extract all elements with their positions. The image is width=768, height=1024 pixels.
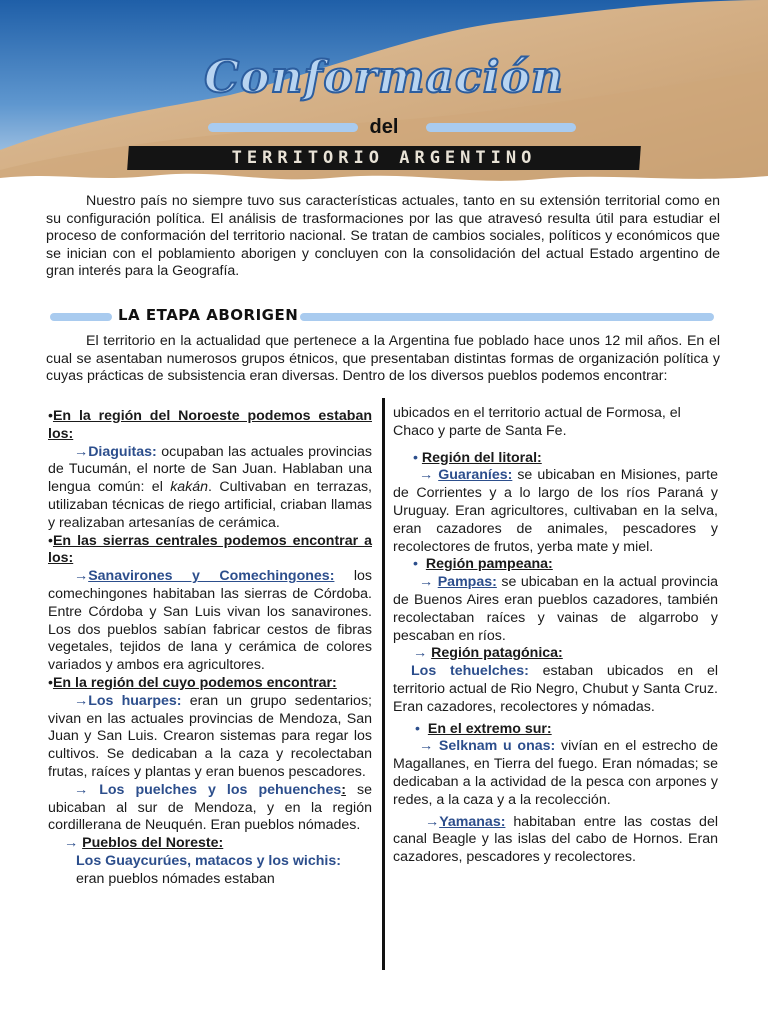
guaranies-text: se ubicaban en Misiones, parte de Corrientes y a lo largo de los ríos Paraná y Uruguay. Eran agricultores, cultivaban en la selva, eran cazadores de animales, pescadores y recolectores de frutos, yerba mate y miel. bbox=[393, 467, 718, 555]
litoral-block bbox=[393, 450, 718, 468]
huarpes-name: Los huarpes: bbox=[88, 692, 182, 709]
sanavirones-name: Sanavirones y Comechingones: bbox=[88, 568, 335, 585]
arrow-icon: → bbox=[74, 692, 89, 709]
diaguitas-text-b: . Cultivaban en terrazas, utilizaban técnicas de riego artificial, criaban llamas y realizaban artesanías de cerámica. bbox=[48, 479, 373, 531]
section-title: LA ETAPA ABORIGEN bbox=[118, 306, 299, 324]
sanavirones-paragraph bbox=[48, 568, 372, 675]
noroeste-block bbox=[48, 408, 372, 444]
guaycurues-paragraph bbox=[48, 853, 372, 889]
sierras-block bbox=[48, 533, 372, 569]
selknam-name: Selknam u onas: bbox=[438, 738, 556, 755]
arrow-icon: → bbox=[64, 835, 83, 852]
arrow-icon: → bbox=[425, 813, 440, 830]
huarpes-text: eran un grupo sedentarios; vivan en las actuales provincias de Mendoza, San Juan y San Luis. Crearon sistemas para regar los cultivos. Se dedicaban a la caza y recolectaban frutas, raíces y plantas y eran buenos pescadores. bbox=[48, 692, 372, 780]
arrow-icon: → bbox=[413, 645, 432, 662]
title-del: del bbox=[369, 116, 399, 138]
selknam-paragraph bbox=[393, 738, 718, 809]
pampas-text: se ubicaban en la actual provincia de Buenos Aires eran pueblos cazadores, también recolectaban raíces y vainas de algarrobo y pescaban en ríos. bbox=[393, 574, 718, 644]
section-bar-right bbox=[300, 313, 714, 321]
arrow-icon: → bbox=[74, 443, 89, 460]
section-lead-paragraph: El territorio en la actualidad que pertenece a la Argentina fue poblado hace unos 12 mil años. En el cual se asentaban numerosos grupos étnicos, que presentaban distintas formas de organización política y cuyas prácticas de subsistencia eran diversas. Dentro de los diversos pueblos podemos encontrar: bbox=[46, 333, 720, 384]
intro-paragraph: Nuestro país no siempre tuvo sus características actuales, tanto en su extensión territorial como en su configuración política. El análisis de trasformaciones por las que atravesó resulta útil para estudiar el proceso de conformación del territorio nacional. Se tratan de cambios sociales, políticos y económicos que se inician con el poblamiento aborigen y concluyen con la consolidación del actual Estado argentino de gran interés para la Geografía. bbox=[46, 193, 720, 279]
puelches-name: Los puelches y los pehuenches bbox=[99, 781, 342, 798]
noroeste-heading: En la región del Noroeste podemos estaban los: bbox=[48, 408, 372, 442]
tehuelches-name: Los tehuelches: bbox=[411, 663, 529, 680]
pampeana-block bbox=[393, 556, 718, 574]
right-column bbox=[393, 405, 718, 867]
pampeana-heading: Región pampeana: bbox=[425, 556, 553, 573]
yamanas-paragraph bbox=[393, 814, 718, 867]
patagonica-heading: Región patagónica: bbox=[431, 645, 563, 662]
header-banner bbox=[0, 0, 768, 190]
bullet-icon: • bbox=[48, 674, 53, 691]
noreste-heading: Pueblos del Noreste: bbox=[82, 835, 224, 852]
tehuelches-paragraph bbox=[393, 663, 718, 716]
section-bar-left bbox=[50, 313, 112, 321]
title-conformacion: Conformación bbox=[204, 52, 564, 103]
puelches-paragraph bbox=[48, 782, 372, 835]
left-column bbox=[48, 408, 372, 889]
guaycurues-text: eran pueblos nómades estaban bbox=[76, 870, 275, 887]
arrow-icon: → bbox=[74, 781, 100, 798]
patagonica-block bbox=[393, 645, 718, 663]
pampas-paragraph bbox=[393, 574, 718, 645]
arrow-icon: → bbox=[419, 467, 439, 484]
sur-block bbox=[393, 721, 718, 739]
bullet-icon: • bbox=[48, 532, 53, 549]
noreste-continuation: ubicados en el territorio actual de Formosa, el Chaco y parte de Santa Fe. bbox=[393, 405, 681, 439]
guaranies-paragraph bbox=[393, 467, 718, 556]
diaguitas-paragraph bbox=[48, 444, 372, 533]
noreste-block bbox=[48, 835, 372, 853]
guaycurues-name: Los Guaycurúes, matacos y los wichis: bbox=[76, 852, 341, 869]
pampas-name: Pampas: bbox=[437, 574, 497, 591]
arrow-icon: → bbox=[419, 738, 439, 755]
diaguitas-name: Diaguitas: bbox=[88, 443, 157, 460]
diaguitas-text: ocupaban las actuales provincias de Tucumán, el norte de San Juan. Hablaban una lengua común: el bbox=[48, 443, 372, 496]
puelches-text: se ubicaban al sur de Mendoza, y en la región cordillerana de Neuquén. Eran pueblos nómades. bbox=[48, 781, 372, 834]
arrow-icon: → bbox=[419, 574, 438, 591]
bullet-icon: • bbox=[413, 556, 426, 573]
puelches-colon: : bbox=[341, 781, 346, 798]
cuyo-block bbox=[48, 675, 372, 693]
sanavirones-text: los comechingones habitaban las sierras de Córdoba. Entre Córdoba y San Luis vivan los sanavirones. Los dos pueblos sabían fabricar cestos de fibras vegetales, tejidos de lana y cerámica de colores variados y ambos era agricultores. bbox=[48, 568, 372, 674]
column-divider bbox=[382, 398, 385, 970]
guaranies-name: Guaraníes: bbox=[438, 467, 513, 484]
yamanas-name: Yamanas: bbox=[439, 813, 506, 830]
sur-heading: En el extremo sur: bbox=[427, 720, 552, 737]
litoral-heading: Región del litoral: bbox=[421, 449, 542, 466]
bullet-icon: • bbox=[413, 449, 422, 466]
tehuelches-text: estaban ubicados en el territorio actual de Rio Negro, Chubut y Santa Cruz. Eran cazadores, recolectores y nómadas. bbox=[393, 663, 719, 715]
huarpes-paragraph bbox=[48, 693, 372, 782]
selknam-text: vivían en el estrecho de Magallanes, en Tierra del fuego. Eran nómadas; se dedicaban a la actividad de la pesca con arpones y redes, a la caza y a la recolección. bbox=[393, 738, 718, 808]
title-del-row bbox=[0, 116, 768, 138]
cuyo-heading: En la región del cuyo podemos encontrar: bbox=[52, 674, 337, 691]
bullet-icon: • bbox=[415, 720, 428, 737]
bullet-icon: • bbox=[48, 408, 53, 424]
diaguitas-kakan: kakán bbox=[170, 479, 209, 496]
yamanas-text: habitaban entre las costas del canal Beagle y las islas del cabo de Hornos. Eran cazadores, pescadores y recolectores. bbox=[393, 813, 718, 866]
sierras-heading: En las sierras centrales podemos encontrar a los: bbox=[48, 532, 372, 567]
arrow-icon: → bbox=[74, 568, 89, 585]
title-territorio: TERRITORIO ARGENTINO bbox=[231, 148, 537, 168]
